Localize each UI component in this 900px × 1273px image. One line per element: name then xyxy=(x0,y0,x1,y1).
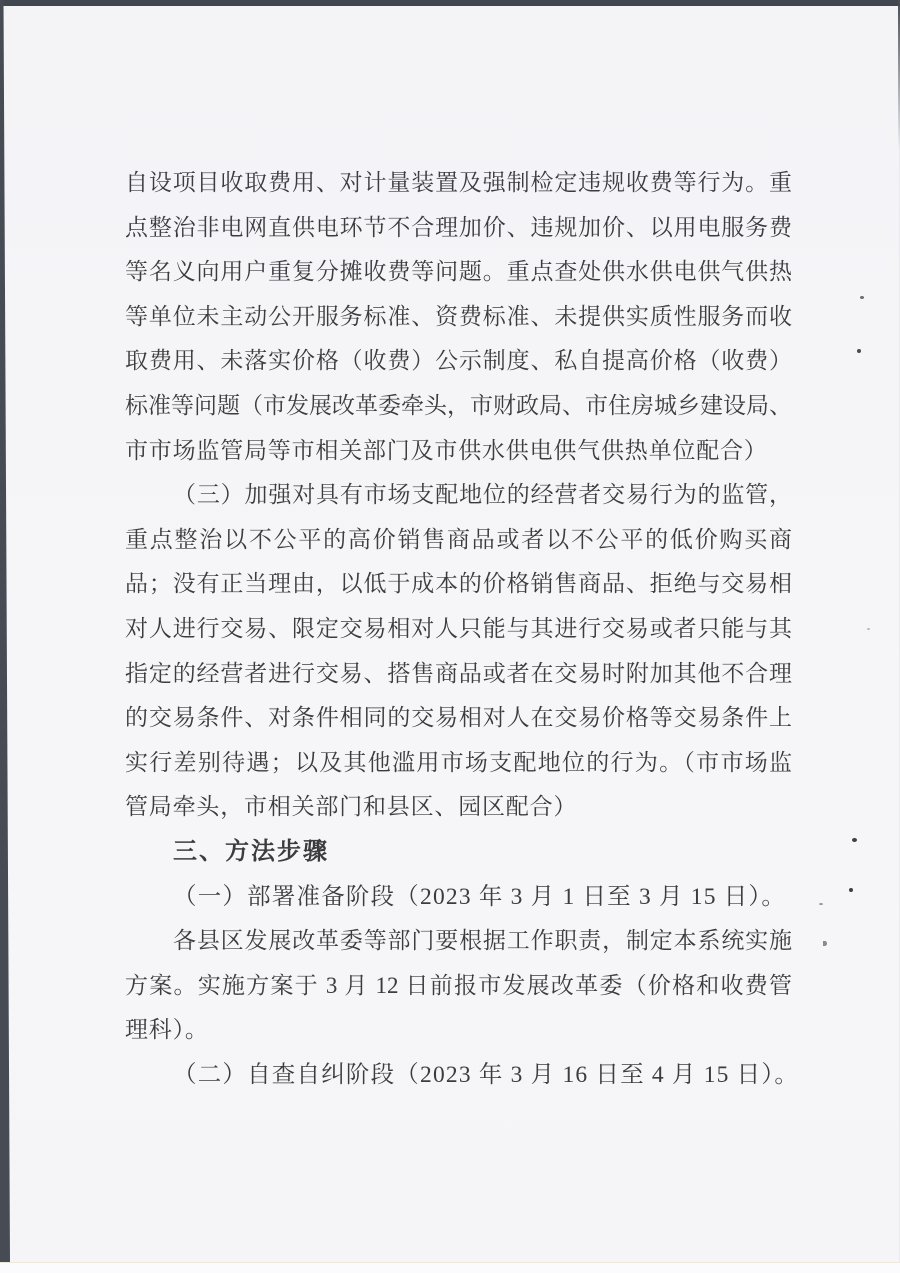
body-line: 重点整治以不公平的高价销售商品或者以不公平的低价购买商 xyxy=(125,526,792,552)
scan-edge-bottom xyxy=(0,1262,900,1273)
body-line: 各县区发展改革委等部门要根据工作职责，制定本系统实施 xyxy=(173,928,792,954)
scan-edge-top xyxy=(0,0,900,6)
heading-stage-1: （一）部署准备阶段（2023 年 3 月 1 日至 3 月 15 日）。 xyxy=(173,883,787,910)
body-line: 的交易条件、对条件相同的交易相对人在交易价格等交易条件上 xyxy=(125,705,792,731)
body-line: 理科）。 xyxy=(125,1017,209,1043)
body-line: 实行差别待遇；以及其他滥用市场支配地位的行为。（市市场监 xyxy=(125,749,792,775)
scan-speck xyxy=(860,296,864,299)
body-line: 品；没有正当理由，以低于成本的价格销售商品、拒绝与交易相 xyxy=(125,571,792,597)
document-text-block xyxy=(125,161,800,1097)
scan-speck xyxy=(857,349,861,353)
scan-speck xyxy=(852,838,857,842)
body-line: 管局牵头，市相关部门和县区、园区配合） xyxy=(125,794,578,820)
body-line: 标准等问题（市发展改革委牵头，市财政局、市住房城乡建设局、 xyxy=(125,392,792,418)
body-line: 指定的经营者进行交易、搭售商品或者在交易时附加其他不合理 xyxy=(125,660,792,686)
body-line: 点整治非电网直供电环节不合理加价、违规加价、以用电服务费 xyxy=(125,214,792,240)
heading-methods-steps: 三、方法步骤 xyxy=(173,837,329,865)
body-line: 等名义向用户重复分摊收费等问题。重点查处供水供电供气供热 xyxy=(125,259,792,285)
body-line: 市市场监管局等市相关部门及市供水供电供气供热单位配合） xyxy=(125,437,768,463)
body-line: （三）加强对具有市场支配地位的经营者交易行为的监管， xyxy=(173,482,792,508)
body-line: 取费用、未落实价格（收费）公示制度、私自提高价格（收费） xyxy=(125,348,792,374)
body-line: 自设项目收取费用、对计量装置及强制检定违规收费等行为。重 xyxy=(125,170,792,195)
body-line: 方案。实施方案于 3 月 12 日前报市发展改革委（价格和收费管 xyxy=(125,972,792,998)
scan-speck xyxy=(849,888,853,892)
scan-speck xyxy=(823,941,827,946)
scan-edge-left xyxy=(0,0,10,1262)
scan-speck xyxy=(819,903,823,905)
scan-speck xyxy=(867,628,870,630)
body-line: 等单位未主动公开服务标准、资费标准、未提供实质性服务而收 xyxy=(125,303,792,329)
heading-stage-2: （二）自查自纠阶段（2023 年 3 月 16 日至 4 月 15 日）。 xyxy=(173,1061,800,1088)
body-line: 对人进行交易、限定交易相对人只能与其进行交易或者只能与其 xyxy=(125,615,792,641)
